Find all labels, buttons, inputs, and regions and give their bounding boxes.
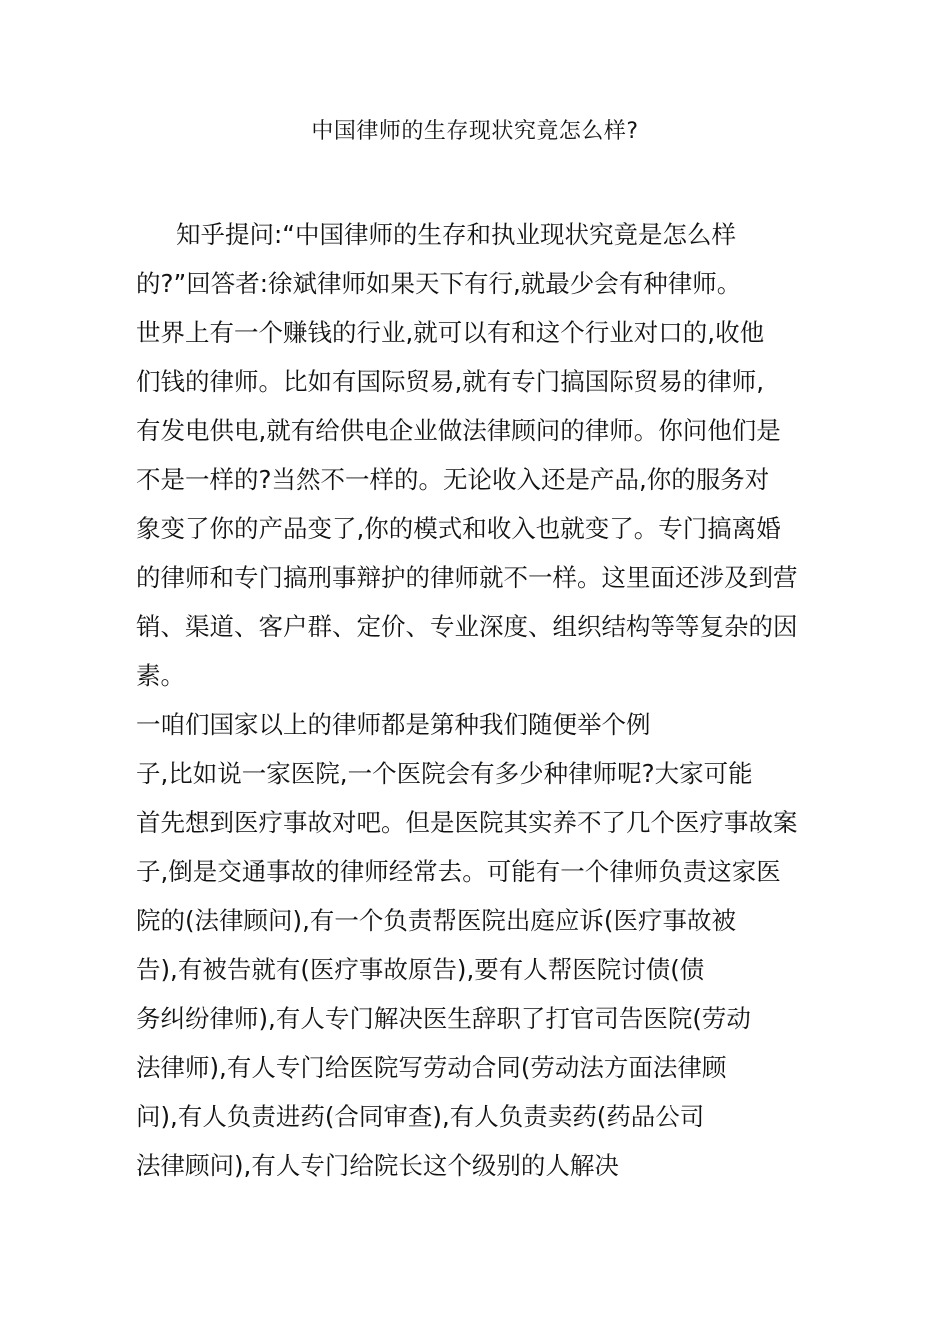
text-line: 们钱的律师。比如有国际贸易,就有专门搞国际贸易的律师, (136, 367, 765, 396)
text-line: 务纠纷律师),有人专门解决医生辞职了打官司告医院(劳动 (136, 1004, 751, 1033)
text-line: 子,比如说一家医院,一个医院会有多少种律师呢?大家可能 (136, 759, 753, 788)
text-line: 法律师),有人专门给医院写劳动合同(劳动法方面法律顾 (136, 1053, 727, 1082)
text-line: 子,倒是交通事故的律师经常去。可能有一个律师负责这家医 (136, 857, 781, 886)
text-line: 首先想到医疗事故对吧。但是医院其实养不了几个医疗事故案 (136, 808, 798, 837)
text-line: 世界上有一个赚钱的行业,就可以有和这个行业对口的,收他 (136, 318, 765, 347)
text-line: 问),有人负责进药(合同审查),有人负责卖药(药品公司 (136, 1102, 705, 1131)
text-line: 院的(法律顾问),有一个负责帮医院出庭应诉(医疗事故被 (136, 906, 736, 935)
text-line: 知乎提问:“中国律师的生存和执业现状究竟是怎么样 (176, 220, 736, 249)
document-title: 中国律师的生存现状究竟怎么样? (311, 119, 639, 144)
text-line: 告),有被告就有(医疗事故原告),要有人帮医院讨债(债 (136, 955, 705, 984)
text-line: 一咱们国家以上的律师都是第种我们随便举个例 (136, 710, 651, 739)
text-line: 的?”回答者:徐斌律师如果天下有行,就最少会有种律师。 (136, 269, 742, 298)
text-line: 素。 (136, 661, 185, 690)
document-body (136, 210, 836, 1190)
text-line: 法律顾问),有人专门给院长这个级别的人解决 (136, 1151, 619, 1180)
text-line: 象变了你的产品变了,你的模式和收入也就变了。专门搞离婚 (136, 514, 781, 543)
text-line: 的律师和专门搞刑事辩护的律师就不一样。这里面还涉及到营 (136, 563, 798, 592)
text-line: 有发电供电,就有给供电企业做法律顾问的律师。你问他们是 (136, 416, 781, 445)
text-line: 不是一样的?当然不一样的。无论收入还是产品,你的服务对 (136, 465, 770, 494)
text-line: 销、渠道、客户群、定价、专业深度、组织结构等等复杂的因 (136, 612, 798, 641)
